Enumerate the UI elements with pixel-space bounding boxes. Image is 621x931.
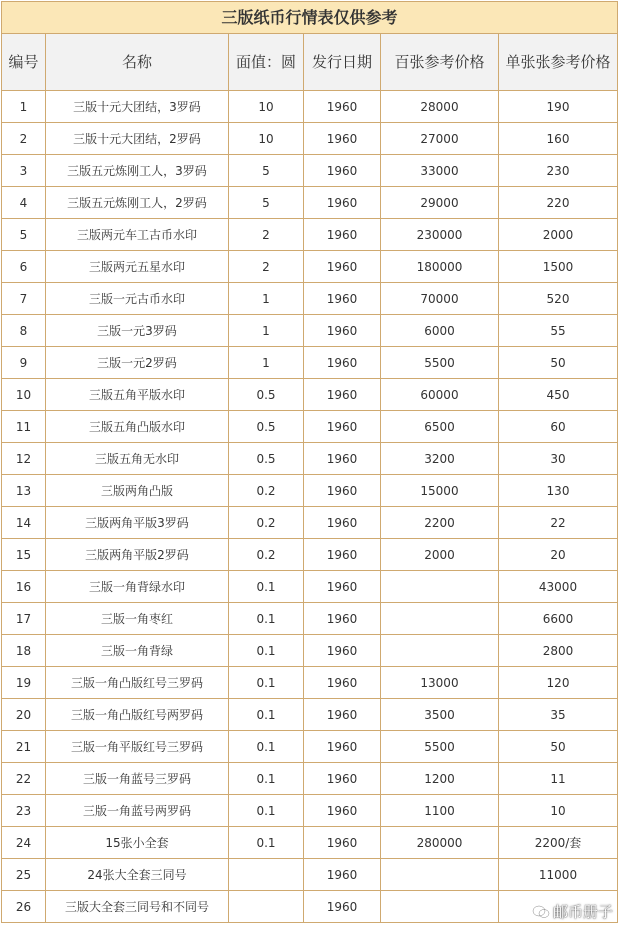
cell-issue-date: 1960: [304, 507, 381, 539]
cell-no: 24: [2, 827, 46, 859]
cell-no: 10: [2, 379, 46, 411]
cell-issue-date: 1960: [304, 539, 381, 571]
table-row: [2, 891, 618, 923]
cell-hundred-price: [381, 859, 499, 891]
cell-single-price: 230: [499, 155, 618, 187]
cell-no: 23: [2, 795, 46, 827]
cell-issue-date: 1960: [304, 763, 381, 795]
table-row: [2, 827, 618, 859]
table-row: [2, 155, 618, 187]
cell-name: 三版十元大团结，2罗码: [46, 123, 229, 155]
cell-single-price: 22: [499, 507, 618, 539]
cell-no: 22: [2, 763, 46, 795]
cell-name: 三版两元五星水印: [46, 251, 229, 283]
cell-name: 三版五角平版水印: [46, 379, 229, 411]
cell-issue-date: 1960: [304, 347, 381, 379]
cell-no: 11: [2, 411, 46, 443]
watermark-text: 邮币册子: [552, 903, 613, 921]
cell-face-value: 0.1: [229, 603, 304, 635]
cell-name: 三版两角凸版: [46, 475, 229, 507]
cell-face-value: 0.1: [229, 827, 304, 859]
cell-issue-date: 1960: [304, 667, 381, 699]
cell-no: 16: [2, 571, 46, 603]
cell-no: 17: [2, 603, 46, 635]
header-issue-date: 发行日期: [304, 34, 381, 91]
cell-face-value: [229, 859, 304, 891]
cell-no: 14: [2, 507, 46, 539]
cell-name: 三版五元炼刚工人，2罗码: [46, 187, 229, 219]
cell-name: 三版一角枣红: [46, 603, 229, 635]
table-row: [2, 603, 618, 635]
cell-hundred-price: 33000: [381, 155, 499, 187]
cell-issue-date: 1960: [304, 155, 381, 187]
cell-issue-date: 1960: [304, 475, 381, 507]
cell-single-price: 190: [499, 91, 618, 123]
header-no: 编号: [2, 34, 46, 91]
cell-single-price: 2200/套: [499, 827, 618, 859]
cell-issue-date: 1960: [304, 443, 381, 475]
cell-name: 三版两角平版3罗码: [46, 507, 229, 539]
cell-name: 三版一角背绿: [46, 635, 229, 667]
cell-name: 三版五角无水印: [46, 443, 229, 475]
cell-hundred-price: 3500: [381, 699, 499, 731]
table-row: [2, 859, 618, 891]
cell-hundred-price: 230000: [381, 219, 499, 251]
cell-hundred-price: 3200: [381, 443, 499, 475]
cell-no: 20: [2, 699, 46, 731]
cell-issue-date: 1960: [304, 187, 381, 219]
cell-single-price: 220: [499, 187, 618, 219]
cell-name: 三版一元2罗码: [46, 347, 229, 379]
cell-face-value: 10: [229, 123, 304, 155]
cell-face-value: 1: [229, 283, 304, 315]
cell-no: 15: [2, 539, 46, 571]
cell-no: 3: [2, 155, 46, 187]
cell-hundred-price: 2000: [381, 539, 499, 571]
table-row: [2, 507, 618, 539]
cell-single-price: 11: [499, 763, 618, 795]
cell-no: 26: [2, 891, 46, 923]
header-name: 名称: [46, 34, 229, 91]
cell-issue-date: 1960: [304, 123, 381, 155]
cell-face-value: 2: [229, 219, 304, 251]
cell-hundred-price: 180000: [381, 251, 499, 283]
cell-face-value: 0.1: [229, 699, 304, 731]
table-row: [2, 731, 618, 763]
cell-name: 三版一角蓝号三罗码: [46, 763, 229, 795]
cell-hundred-price: 13000: [381, 667, 499, 699]
cell-single-price: 520: [499, 283, 618, 315]
cell-no: 1: [2, 91, 46, 123]
cell-hundred-price: 280000: [381, 827, 499, 859]
table-row: [2, 123, 618, 155]
table-row: [2, 219, 618, 251]
cell-single-price: 30: [499, 443, 618, 475]
cell-issue-date: 1960: [304, 859, 381, 891]
table-row: [2, 699, 618, 731]
table-row: [2, 763, 618, 795]
cell-face-value: [229, 891, 304, 923]
cell-name: 三版一元古币水印: [46, 283, 229, 315]
cell-face-value: 1: [229, 315, 304, 347]
cell-single-price: 2000: [499, 219, 618, 251]
table-title: 三版纸币行情表仅供参考: [2, 2, 618, 34]
cell-hundred-price: [381, 571, 499, 603]
cell-no: 18: [2, 635, 46, 667]
cell-single-price: 43000: [499, 571, 618, 603]
cell-face-value: 0.2: [229, 507, 304, 539]
cell-issue-date: 1960: [304, 91, 381, 123]
cell-issue-date: 1960: [304, 827, 381, 859]
table-body: [2, 91, 618, 923]
cell-issue-date: 1960: [304, 411, 381, 443]
cell-name: 15张小全套: [46, 827, 229, 859]
cell-hundred-price: 2200: [381, 507, 499, 539]
cell-hundred-price: 70000: [381, 283, 499, 315]
cell-hundred-price: 6000: [381, 315, 499, 347]
cell-single-price: 11000: [499, 859, 618, 891]
cell-single-price: 55: [499, 315, 618, 347]
cell-hundred-price: 60000: [381, 379, 499, 411]
table-row: [2, 539, 618, 571]
cell-name: 三版五角凸版水印: [46, 411, 229, 443]
wechat-icon: [532, 905, 550, 919]
cell-single-price: 35: [499, 699, 618, 731]
cell-face-value: 0.5: [229, 443, 304, 475]
table-row: [2, 795, 618, 827]
cell-single-price: 160: [499, 123, 618, 155]
header-hundred-price: 百张参考价格: [381, 34, 499, 91]
cell-single-price: 6600: [499, 603, 618, 635]
cell-hundred-price: 15000: [381, 475, 499, 507]
table-row: [2, 475, 618, 507]
cell-name: 三版十元大团结，3罗码: [46, 91, 229, 123]
cell-hundred-price: 1200: [381, 763, 499, 795]
cell-face-value: 0.1: [229, 667, 304, 699]
price-table: [1, 1, 618, 923]
cell-name: 三版两元车工古币水印: [46, 219, 229, 251]
table-row: [2, 443, 618, 475]
cell-face-value: 0.1: [229, 635, 304, 667]
cell-single-price: 60: [499, 411, 618, 443]
cell-hundred-price: [381, 891, 499, 923]
cell-single-price: 50: [499, 347, 618, 379]
cell-issue-date: 1960: [304, 315, 381, 347]
cell-face-value: 2: [229, 251, 304, 283]
cell-face-value: 0.1: [229, 763, 304, 795]
cell-name: 三版大全套三同号和不同号: [46, 891, 229, 923]
cell-no: 7: [2, 283, 46, 315]
table-row: [2, 251, 618, 283]
cell-issue-date: 1960: [304, 731, 381, 763]
cell-no: 19: [2, 667, 46, 699]
table-row: [2, 91, 618, 123]
cell-no: 8: [2, 315, 46, 347]
cell-hundred-price: 6500: [381, 411, 499, 443]
cell-name: 三版一角凸版红号两罗码: [46, 699, 229, 731]
cell-name: 三版一角背绿水印: [46, 571, 229, 603]
cell-name: 三版一角平版红号三罗码: [46, 731, 229, 763]
cell-no: 4: [2, 187, 46, 219]
cell-name: 三版两角平版2罗码: [46, 539, 229, 571]
cell-hundred-price: 29000: [381, 187, 499, 219]
table-row: [2, 283, 618, 315]
cell-issue-date: 1960: [304, 891, 381, 923]
cell-face-value: 0.5: [229, 411, 304, 443]
cell-hundred-price: 5500: [381, 347, 499, 379]
cell-face-value: 10: [229, 91, 304, 123]
cell-name: 三版五元炼刚工人，3罗码: [46, 155, 229, 187]
cell-face-value: 0.1: [229, 795, 304, 827]
cell-issue-date: 1960: [304, 635, 381, 667]
cell-face-value: 0.2: [229, 539, 304, 571]
cell-face-value: 0.1: [229, 571, 304, 603]
cell-face-value: 0.2: [229, 475, 304, 507]
table-row: [2, 635, 618, 667]
cell-single-price: 130: [499, 475, 618, 507]
cell-hundred-price: [381, 603, 499, 635]
cell-hundred-price: 28000: [381, 91, 499, 123]
cell-name: 24张大全套三同号: [46, 859, 229, 891]
cell-face-value: 0.5: [229, 379, 304, 411]
cell-hundred-price: [381, 635, 499, 667]
cell-name: 三版一角凸版红号三罗码: [46, 667, 229, 699]
cell-issue-date: 1960: [304, 251, 381, 283]
cell-issue-date: 1960: [304, 699, 381, 731]
table-row: [2, 667, 618, 699]
cell-single-price: 2800: [499, 635, 618, 667]
table-row: [2, 411, 618, 443]
cell-issue-date: 1960: [304, 283, 381, 315]
table-row: [2, 315, 618, 347]
cell-face-value: 5: [229, 155, 304, 187]
table-row: [2, 187, 618, 219]
cell-face-value: 1: [229, 347, 304, 379]
cell-name: 三版一元3罗码: [46, 315, 229, 347]
cell-no: 25: [2, 859, 46, 891]
cell-issue-date: 1960: [304, 379, 381, 411]
cell-hundred-price: 27000: [381, 123, 499, 155]
cell-single-price: 20: [499, 539, 618, 571]
cell-issue-date: 1960: [304, 571, 381, 603]
cell-no: 6: [2, 251, 46, 283]
cell-face-value: 0.1: [229, 731, 304, 763]
cell-no: 21: [2, 731, 46, 763]
cell-no: 5: [2, 219, 46, 251]
watermark: [532, 901, 613, 922]
table-row: [2, 379, 618, 411]
cell-no: 2: [2, 123, 46, 155]
header-row: [2, 34, 618, 91]
cell-single-price: 1500: [499, 251, 618, 283]
cell-no: 9: [2, 347, 46, 379]
cell-name: 三版一角蓝号两罗码: [46, 795, 229, 827]
header-single-price: 单张张参考价格: [499, 34, 618, 91]
cell-issue-date: 1960: [304, 603, 381, 635]
cell-single-price: 450: [499, 379, 618, 411]
cell-single-price: 50: [499, 731, 618, 763]
cell-single-price: 10: [499, 795, 618, 827]
cell-hundred-price: 1100: [381, 795, 499, 827]
header-face-value: 面值：圆: [229, 34, 304, 91]
cell-issue-date: 1960: [304, 219, 381, 251]
cell-no: 12: [2, 443, 46, 475]
cell-no: 13: [2, 475, 46, 507]
cell-face-value: 5: [229, 187, 304, 219]
cell-issue-date: 1960: [304, 795, 381, 827]
table-row: [2, 571, 618, 603]
cell-hundred-price: 5500: [381, 731, 499, 763]
cell-single-price: 120: [499, 667, 618, 699]
table-row: [2, 347, 618, 379]
